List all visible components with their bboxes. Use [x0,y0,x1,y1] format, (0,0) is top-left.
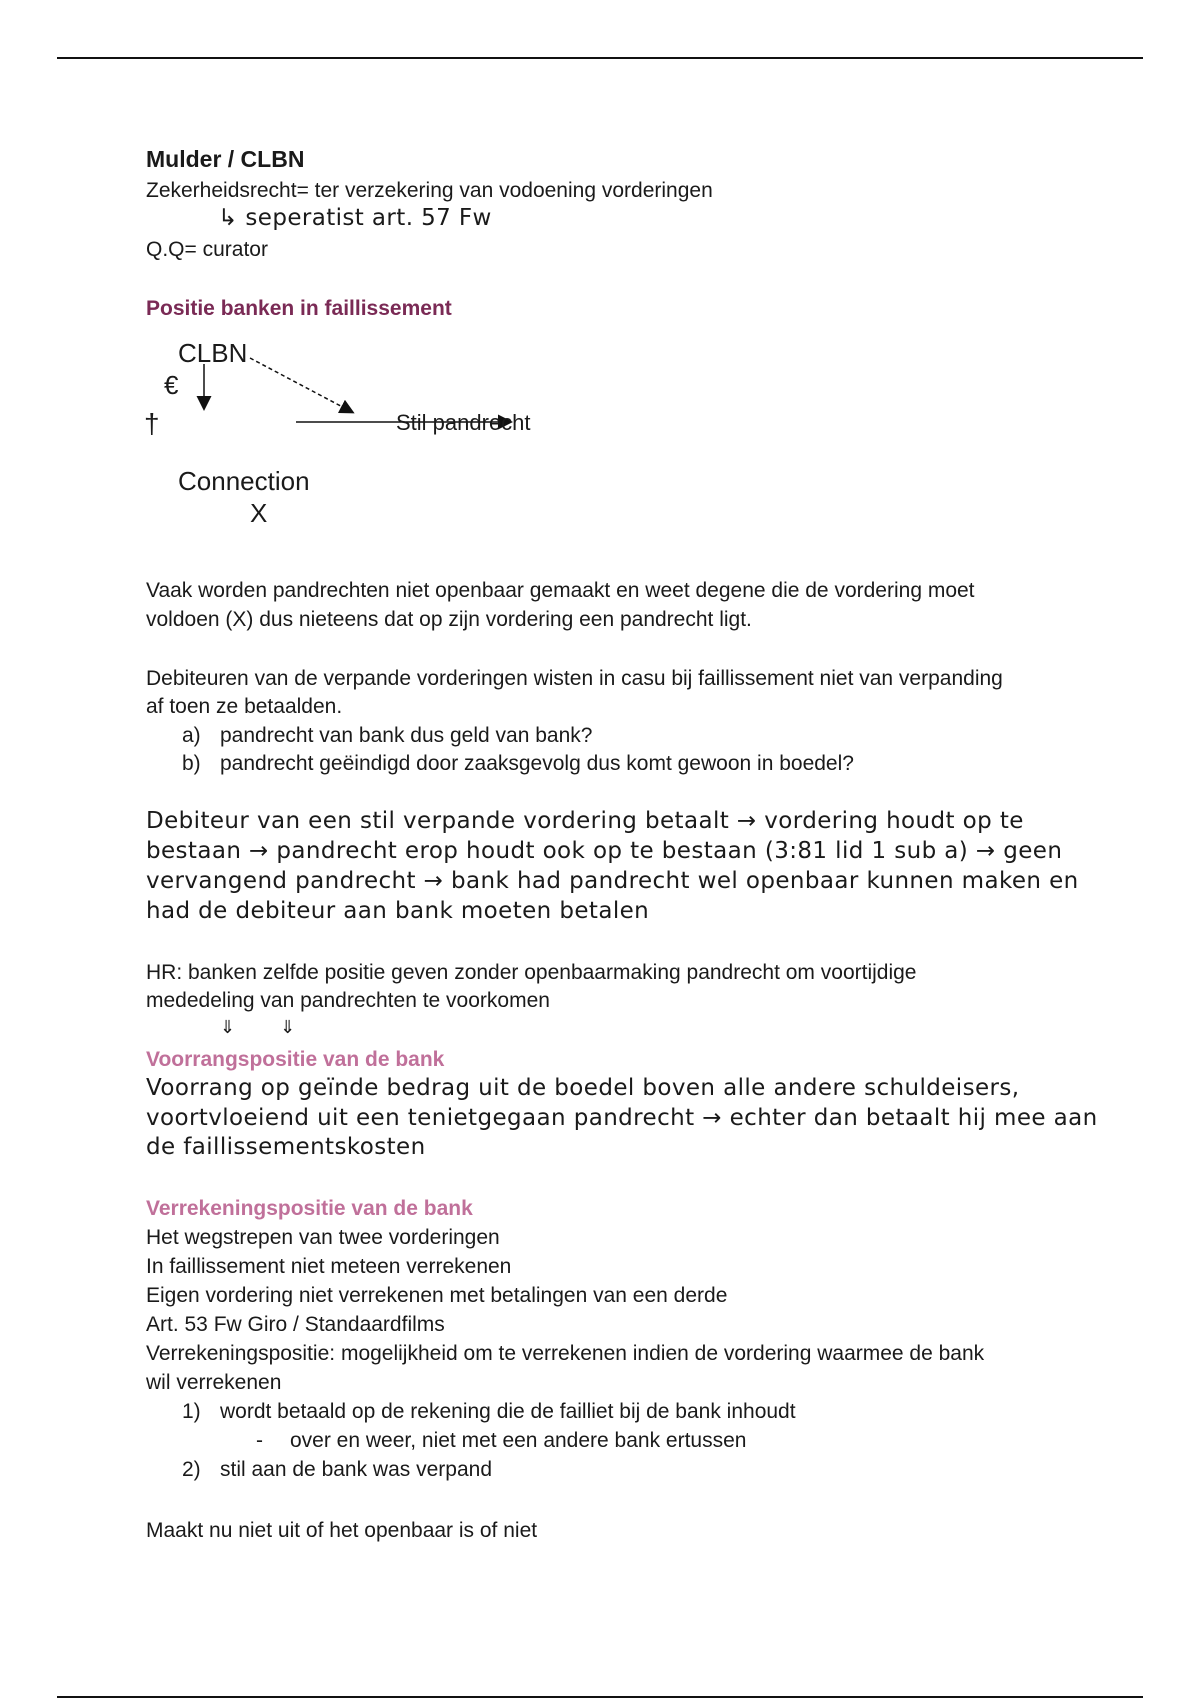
paragraph-line: bestaan → pandrecht erop houdt ook op te bestaan (3:81 lid 1 sub a) → geen [146,838,1063,864]
sub-list-item [256,1428,746,1453]
x-label: X [250,498,268,528]
list-text: pandrecht van bank dus geld van bank? [220,724,593,747]
section-heading-voorrang: Voorrangspositie van de bank [146,1048,445,1071]
list-item-1 [182,1399,796,1424]
paragraph-line: Debiteuren van de verpande vorderingen wisten in casu bij faillissement niet van verpanding [146,667,1003,690]
list-marker: a) [182,724,201,747]
paragraph-line: voldoen (X) dus nieteens dat op zijn vordering een pandrecht ligt. [146,608,752,631]
paragraph-line: Vaak worden pandrechten niet openbaar gemaakt en weet degene die de vordering moet [146,579,975,602]
list-text: over en weer, niet met een andere bank ertussen [290,1429,747,1452]
paragraph-line: HR: banken zelfde positie geven zonder openbaarmaking pandrecht om voortijdige [146,961,917,984]
connection-label: Connection [178,466,310,496]
paragraph-line: Eigen vordering niet verrekenen met betalingen van een derde [146,1284,728,1307]
list-item-a [182,723,592,748]
list-marker: b) [182,752,201,775]
euro-icon: € [164,370,179,400]
clbn-label: CLBN [178,338,248,368]
list-text: wordt betaald op de rekening die de failliet bij de bank inhoudt [220,1400,796,1423]
definition-line: Zekerheidsrecht= ter verzekering van vodoening vorderingen [146,179,713,202]
paragraph-line: mededeling van pandrechten te voorkomen [146,989,550,1012]
curator-line: Q.Q= curator [146,238,268,261]
dashed-arrow [250,358,352,412]
paragraph-line: Art. 53 Fw Giro / Standaardfilms [146,1313,445,1336]
section-heading-verrekening: Verrekeningspositie van de bank [146,1197,473,1220]
pledge-diagram [140,330,560,530]
list-marker: 2) [182,1458,201,1481]
paragraph-line: voortvloeiend uit een tenietgegaan pandrecht → echter dan betaalt hij mee aan [146,1105,1098,1131]
paragraph-line: de faillissementskosten [146,1134,426,1160]
paragraph-line: Debiteur van een stil verpande vordering betaalt → vordering houdt op te [146,808,1024,834]
paragraph-line: Het wegstrepen van twee vorderingen [146,1226,500,1249]
list-text: stil aan de bank was verpand [220,1458,493,1481]
closing-line: Maakt nu niet uit of het openbaar is of niet [146,1519,538,1542]
stil-pandrecht-label: Stil pandrecht [396,410,531,435]
paragraph-line: had de debiteur aan bank moeten betalen [146,898,650,924]
down-double-arrows-icon: ⇓ ⇓ [220,1017,296,1037]
list-marker: - [256,1429,263,1452]
paragraph-line: vervangend pandrecht → bank had pandrecht wel openbaar kunnen maken en [146,868,1079,894]
paragraph-line: wil verrekenen [146,1371,282,1394]
list-item-2 [182,1457,492,1482]
separatist-line: ↳ seperatist art. 57 Fw [218,205,492,231]
paragraph-line: Verrekeningspositie: mogelijkheid om te verrekenen indien de vordering waarmee de bank [146,1342,985,1365]
bottom-rule [57,1696,1143,1698]
list-text: pandrecht geëindigd door zaaksgevolg dus komt gewoon in boedel? [220,752,854,775]
list-marker: 1) [182,1400,201,1423]
cross-icon: † [144,408,160,439]
paragraph-line: Voorrang op geïnde bedrag uit de boedel boven alle andere schuldeisers, [146,1075,1020,1101]
top-rule [57,57,1143,59]
paragraph-line: In faillissement niet meteen verrekenen [146,1255,512,1278]
paragraph-line: af toen ze betaalden. [146,695,343,718]
list-item-b [182,751,854,776]
page-title: Mulder / CLBN [146,146,305,172]
section-heading-positie: Positie banken in faillissement [146,297,452,320]
